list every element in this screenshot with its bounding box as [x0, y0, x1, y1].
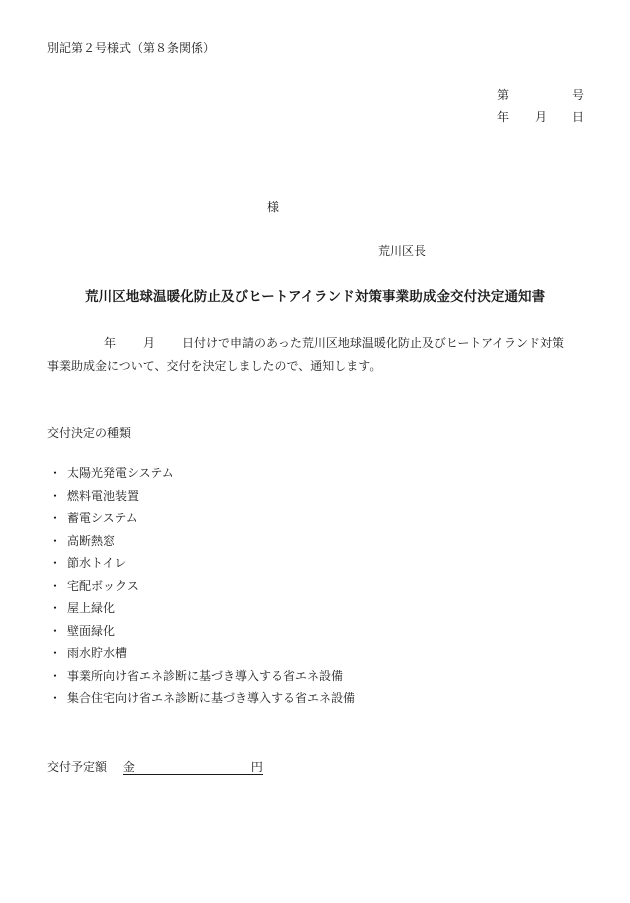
list-item-label: 太陽光発電システム	[67, 466, 174, 480]
issue-date-month: 月	[535, 110, 548, 124]
issue-date-row	[497, 111, 587, 133]
bullet-icon: ・	[49, 533, 62, 548]
notice-body-line-2: 事業助成金について、交付を決定しましたので、通知します。	[47, 359, 382, 373]
bullet-icon: ・	[49, 691, 62, 705]
bullet-icon: ・	[49, 466, 62, 480]
notice-body-line-1	[47, 332, 592, 355]
list-item-label: 蓄電システム	[67, 511, 138, 525]
grant-amount-yen: 円	[250, 760, 263, 774]
section-title-grant-types: 交付決定の種類	[47, 426, 132, 440]
list-item-label: 燃料電池装置	[67, 488, 140, 503]
issuer-name: 荒川区長	[378, 244, 427, 258]
list-item-label: 壁面緑化	[67, 623, 116, 638]
bullet-icon: ・	[49, 556, 62, 570]
notice-body	[47, 332, 592, 378]
bullet-icon: ・	[49, 511, 62, 525]
issue-date-year: 年	[497, 110, 510, 124]
bullet-icon: ・	[49, 488, 62, 503]
application-month-label: 月	[143, 336, 156, 350]
document-number-date-block	[497, 89, 587, 133]
grant-amount-label: 交付予定額	[47, 760, 108, 774]
grant-amount-row	[47, 761, 263, 775]
grant-amount-kin: 金	[122, 760, 135, 774]
bullet-icon: ・	[49, 578, 62, 593]
document-number-row	[497, 89, 587, 111]
list-item-label: 集合住宅向け省エネ診断に基づき導入する省エネ設備	[67, 691, 356, 705]
notice-body-line-1-text: 日付けで申請のあった荒川区地球温暖化防止及びヒートアイランド対策	[182, 336, 564, 350]
form-label: 別記第２号様式（第８条関係）	[47, 41, 216, 55]
document-title: 荒川区地球温暖化防止及びヒートアイランド対策事業助成金交付決定通知書	[85, 289, 546, 305]
list-item-label: 節水トイレ	[67, 556, 127, 570]
bullet-icon: ・	[49, 623, 62, 638]
document-number-prefix: 第	[497, 88, 510, 102]
application-year-label: 年	[104, 336, 117, 350]
list-item-label: 高断熱窓	[67, 533, 116, 548]
list-item-label: 雨水貯水槽	[67, 646, 128, 660]
list-item-label: 事業所向け省エネ診断に基づき導入する省エネ設備	[67, 668, 344, 683]
bullet-icon: ・	[49, 668, 62, 683]
bullet-icon: ・	[49, 646, 62, 660]
list-item-label: 屋上緑化	[67, 601, 116, 615]
grant-amount-field	[123, 761, 263, 775]
document-number-suffix: 号	[572, 88, 585, 102]
list-item-label: 宅配ボックス	[67, 578, 139, 593]
recipient-honorific: 様	[267, 200, 280, 214]
issue-date-day: 日	[572, 110, 585, 124]
bullet-icon: ・	[49, 601, 62, 615]
